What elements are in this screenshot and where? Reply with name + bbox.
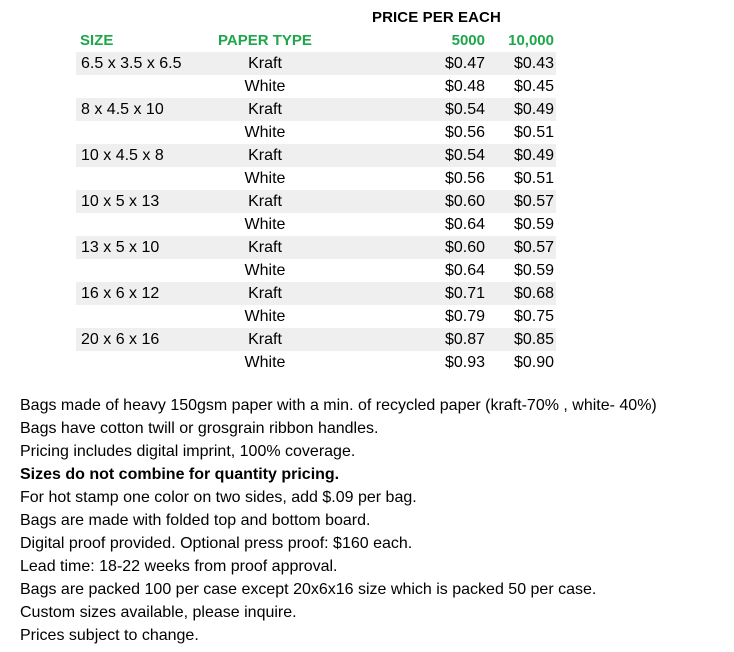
price-5000-cell: $0.54 <box>444 101 485 118</box>
price-10000-cell: $0.49 <box>513 101 554 118</box>
paper-type-cell: Kraft <box>248 55 282 72</box>
size-cell: 10 x 4.5 x 8 <box>81 147 164 164</box>
price-10000-cell: $0.49 <box>513 147 554 164</box>
paper-type-cell: Kraft <box>248 239 282 256</box>
paper-type-cell: White <box>244 216 286 233</box>
table-row <box>76 144 556 167</box>
paper-type-cell: Kraft <box>248 331 282 348</box>
table-row <box>76 328 556 351</box>
price-5000-cell: $0.56 <box>444 170 485 187</box>
price-10000-cell: $0.68 <box>513 285 554 302</box>
price-5000-cell: $0.71 <box>444 285 485 302</box>
note-line: Bags have cotton twill or grosgrain ribbon handles. <box>20 420 379 437</box>
paper-type-cell: Kraft <box>248 147 282 164</box>
table-row <box>76 305 556 328</box>
price-5000-cell: $0.64 <box>444 262 485 279</box>
size-cell: 20 x 6 x 16 <box>81 331 160 348</box>
price-5000-cell: $0.64 <box>444 216 485 233</box>
size-cell: 8 x 4.5 x 10 <box>81 101 164 118</box>
column-header-5000: 5000 <box>451 32 485 49</box>
price-10000-cell: $0.45 <box>513 78 554 95</box>
note-line: Bags made of heavy 150gsm paper with a min. of recycled paper (kraft-70% , white- 40%) <box>20 397 657 414</box>
table-header-row <box>76 30 556 52</box>
table-row <box>76 259 556 282</box>
price-10000-cell: $0.59 <box>513 216 554 233</box>
paper-type-cell: White <box>244 308 286 325</box>
notes-list <box>20 394 657 647</box>
note-line: For hot stamp one color on two sides, add $.09 per bag. <box>20 489 417 506</box>
size-cell: 10 x 5 x 13 <box>81 193 160 210</box>
note-line: Pricing includes digital imprint, 100% coverage. <box>20 443 356 460</box>
note-line: Sizes do not combine for quantity pricing. <box>20 466 340 483</box>
paper-type-cell: White <box>244 262 286 279</box>
note-line: Custom sizes available, please inquire. <box>20 604 297 621</box>
paper-type-cell: White <box>244 354 286 371</box>
price-5000-cell: $0.47 <box>444 55 485 72</box>
price-table <box>76 30 556 374</box>
price-10000-cell: $0.75 <box>513 308 554 325</box>
size-cell: 6.5 x 3.5 x 6.5 <box>81 55 182 72</box>
table-row <box>76 213 556 236</box>
note-line: Digital proof provided. Optional press proof: $160 each. <box>20 535 413 552</box>
table-row <box>76 236 556 259</box>
table-row <box>76 282 556 305</box>
paper-type-cell: White <box>244 170 286 187</box>
paper-type-cell: White <box>244 124 286 141</box>
table-row <box>76 121 556 144</box>
price-10000-cell: $0.90 <box>513 354 554 371</box>
note-line: Bags are packed 100 per case except 20x6x16 size which is packed 50 per case. <box>20 581 597 598</box>
price-5000-cell: $0.87 <box>444 331 485 348</box>
price-10000-cell: $0.43 <box>513 55 554 72</box>
price-5000-cell: $0.79 <box>444 308 485 325</box>
column-header-size: SIZE <box>80 32 114 49</box>
price-10000-cell: $0.51 <box>513 170 554 187</box>
column-header-paper-type: PAPER TYPE <box>218 32 312 49</box>
price-per-each-heading: PRICE PER EACH <box>372 9 501 26</box>
note-line: Prices subject to change. <box>20 627 199 644</box>
price-5000-cell: $0.48 <box>444 78 485 95</box>
price-5000-cell: $0.93 <box>444 354 485 371</box>
price-5000-cell: $0.60 <box>444 239 485 256</box>
price-10000-cell: $0.85 <box>513 331 554 348</box>
paper-type-cell: Kraft <box>248 193 282 210</box>
table-body <box>76 52 556 374</box>
price-10000-cell: $0.51 <box>513 124 554 141</box>
price-5000-cell: $0.60 <box>444 193 485 210</box>
size-cell: 13 x 5 x 10 <box>81 239 160 256</box>
paper-type-cell: Kraft <box>248 101 282 118</box>
table-row <box>76 167 556 190</box>
price-10000-cell: $0.57 <box>513 239 554 256</box>
price-5000-cell: $0.56 <box>444 124 485 141</box>
table-row <box>76 190 556 213</box>
price-10000-cell: $0.59 <box>513 262 554 279</box>
table-row <box>76 98 556 121</box>
size-cell: 16 x 6 x 12 <box>81 285 160 302</box>
table-row <box>76 351 556 374</box>
paper-type-cell: White <box>244 78 286 95</box>
table-row <box>76 52 556 75</box>
note-line: Bags are made with folded top and bottom board. <box>20 512 371 529</box>
price-10000-cell: $0.57 <box>513 193 554 210</box>
note-line: Lead time: 18-22 weeks from proof approval. <box>20 558 338 575</box>
table-row <box>76 75 556 98</box>
paper-type-cell: Kraft <box>248 285 282 302</box>
column-header-10000: 10,000 <box>508 32 554 49</box>
price-5000-cell: $0.54 <box>444 147 485 164</box>
